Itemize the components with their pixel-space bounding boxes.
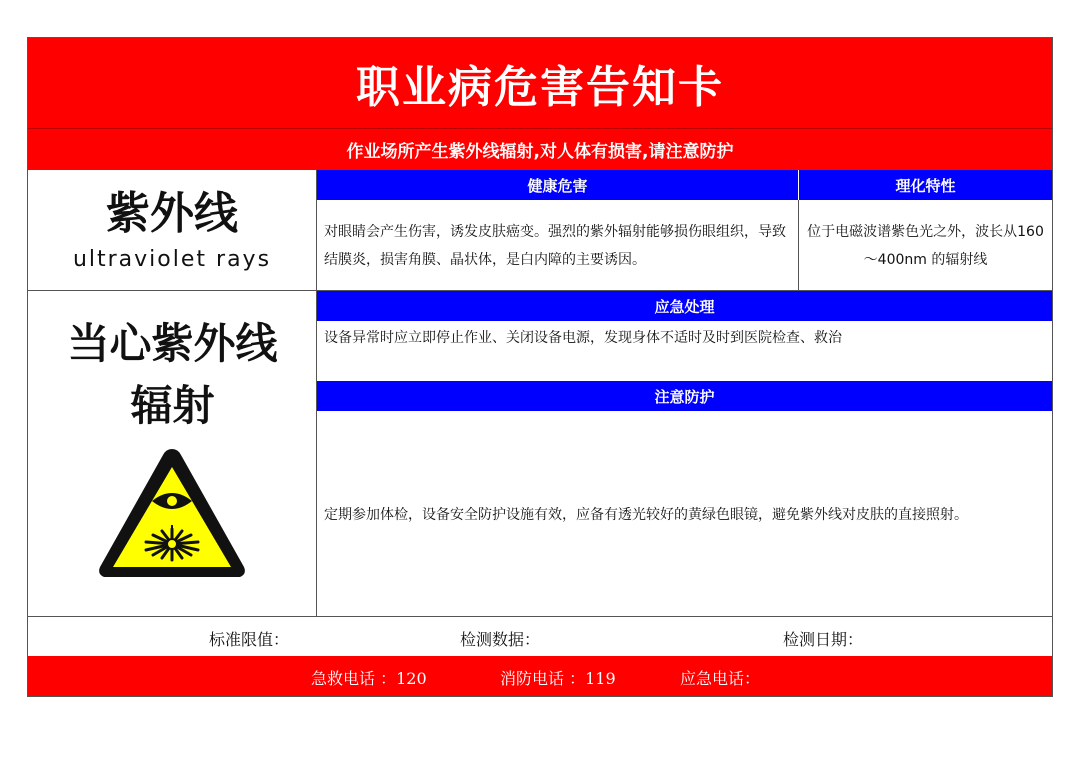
title-bar — [28, 38, 1052, 128]
protection-text: 定期参加体检，设备安全防护设施有效，应备有透光较好的黄绿色眼镜，避免紫外线对皮肤的直接照射。 — [324, 506, 968, 523]
protection-body — [317, 411, 1052, 616]
protection-header — [317, 381, 1052, 411]
emergency-body: 设备异常时应立即停止作业、关闭设备电源，发现身体不适时及时到医院检查、救治 — [324, 330, 842, 346]
hazard-notice-card — [27, 37, 1053, 697]
health-hazard-body: 对眼睛会产生伤害，诱发皮肤癌变。强烈的紫外辐射能够损伤眼组织，导致结膜炎，损害角膜、晶状体，是白内障的主要诱因。 — [317, 200, 799, 291]
detection-date-label: 检测日期： — [783, 630, 864, 649]
warning-line-2: 辐射 — [130, 381, 215, 430]
hazard-name-cn: 紫外线 — [106, 188, 238, 240]
fire-phone: 消防电话 ：119 — [500, 669, 616, 688]
emergency-heading: 应急处理 — [654, 297, 715, 316]
card-subtitle: 作业场所产生紫外线辐射,对人体有损害,请注意防护 — [346, 142, 734, 162]
health-hazard-header — [317, 170, 799, 200]
ultraviolet-radiation-warning-icon — [94, 443, 250, 583]
warning-panel — [28, 291, 317, 616]
properties-body: 位于电磁波谱紫色光之外，波长从160～400nm 的辐射线 — [799, 200, 1052, 291]
warning-text — [28, 313, 317, 437]
card-title: 职业病危害告知卡 — [356, 62, 724, 113]
properties-header — [799, 170, 1052, 200]
standard-limit-label: 标准限值： — [209, 630, 290, 649]
protection-heading: 注意防护 — [654, 387, 715, 406]
limits-row — [28, 616, 1052, 656]
warning-line-1: 当心紫外线 — [67, 319, 278, 368]
hazard-name-en: ultraviolet rays — [72, 246, 272, 272]
health-hazard-heading: 健康危害 — [527, 176, 588, 195]
detection-data-label: 检测数据： — [460, 630, 541, 649]
first-aid-phone: 急救电话 ：120 — [311, 669, 427, 688]
subtitle-bar — [28, 128, 1052, 170]
hazard-name-panel — [28, 170, 317, 291]
emergency-phone: 应急电话： — [680, 669, 761, 688]
properties-heading: 理化特性 — [895, 176, 956, 195]
emergency-header — [317, 291, 1052, 321]
footer-bar — [28, 656, 1052, 696]
